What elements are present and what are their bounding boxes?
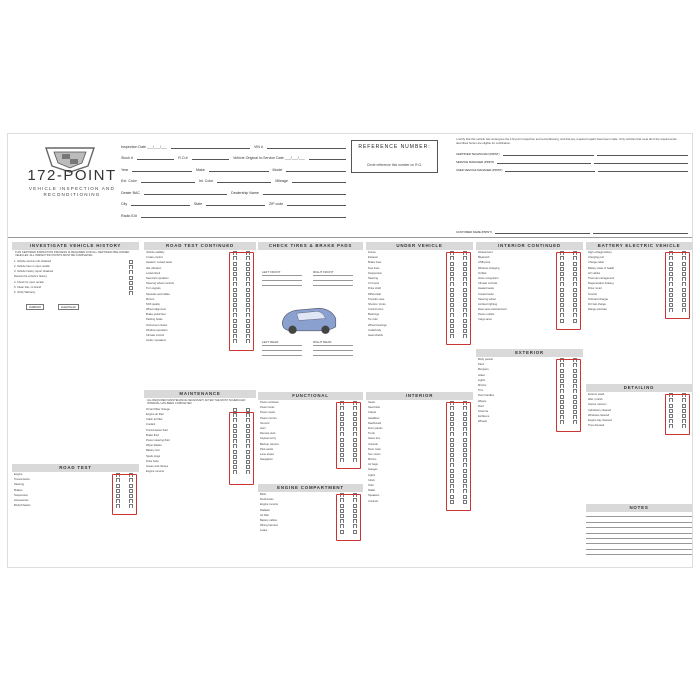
header-field-label: Make	[195, 167, 205, 172]
checklist-item-label: Exhaust	[368, 256, 378, 260]
checklist-item-label: Dashboard	[368, 421, 382, 425]
checklist-item-label: Power locks	[260, 406, 275, 410]
checklist-item-label: USB ports	[478, 261, 491, 265]
signature-input[interactable]	[593, 230, 688, 234]
checklist-item-label: Floor mats	[368, 447, 381, 451]
checklist-item-label: Steering	[368, 276, 379, 280]
section-title: INTERIOR CONTINUED	[476, 242, 583, 250]
header-field-input[interactable]	[209, 165, 269, 172]
checklist-item-label: Differential	[368, 292, 381, 296]
car-diagram-icon	[278, 302, 340, 337]
tire-measure-line[interactable]	[262, 275, 302, 276]
checklist-item-label: Heated / cooled seats	[146, 261, 172, 265]
checklist-item-label: Suspension	[14, 493, 29, 497]
pass-fail-column-frame	[336, 402, 361, 469]
checklist-item-label: Seat belt operation	[146, 276, 169, 280]
header-field-input[interactable]	[263, 188, 346, 195]
checklist-item-label: Bushings	[368, 313, 380, 317]
checklist-item-label: Oil and filter change	[146, 407, 170, 411]
section-title: CHECK TIRES & BRAKE PADS	[258, 242, 363, 250]
section-title: NOTES	[586, 504, 692, 512]
signature-row	[456, 160, 688, 164]
checklist-item-label: Glass	[478, 373, 485, 377]
signature-label: SERVICE MANAGER (PRINT)	[456, 160, 495, 164]
pass-fail-column-frame	[556, 359, 581, 432]
tire-position-label: RIGHT FRONT	[313, 270, 334, 274]
section-exterior	[476, 349, 583, 568]
tire-measure-line[interactable]	[262, 345, 302, 346]
section-interior	[366, 392, 473, 568]
checklist-item-label: Heat shields	[368, 334, 383, 337]
checklist-item-label: Battery cables	[260, 518, 278, 522]
header-field-label: Model	[272, 167, 283, 172]
checklist-item-label: Roof	[478, 404, 484, 408]
signature-row	[456, 168, 688, 172]
section-intro: ALL REQUIRED MAINTENANCE NECESSARY AFTER THE MOST SCHEDULED INTERVAL HAS BEEN COMPLETED	[147, 399, 246, 406]
header-field-label: City	[121, 202, 128, 206]
pass-fail-column-frame	[556, 252, 581, 330]
checklist-item-label: Shift quality	[146, 302, 160, 306]
checklist-item-label: Parking brake	[146, 318, 163, 322]
checklist-item-label: Lights	[478, 378, 486, 382]
checklist-item-label: Power seats	[260, 411, 275, 415]
signature-name-input[interactable]	[495, 230, 590, 234]
header-field-row	[121, 172, 346, 184]
section-maintenance	[144, 390, 256, 568]
checklist-item-label: Drive motor	[588, 287, 602, 291]
header-field-label: Int. Color	[198, 179, 214, 183]
checklist-item-label: Engine bay cleaned	[588, 418, 612, 422]
checklist-item-label: Tires dressed	[588, 424, 605, 428]
checklist-item-label: Wax / polish	[588, 398, 603, 402]
checklist-item-label: Odor	[368, 484, 374, 487]
checklist-item-label: Bluetooth	[478, 256, 490, 260]
history-report-logo: AutoCheck	[58, 304, 79, 310]
section-road-test-top	[12, 464, 139, 566]
checklist-item-label: Wireless charging	[478, 266, 500, 270]
section-title: UNDER VEHICLE	[366, 242, 473, 250]
checklist-item-label: Transmission	[14, 478, 30, 482]
header-field-row	[121, 195, 346, 207]
checklist-item-label: Leaks	[260, 529, 268, 533]
checklist-item-label: Engine mounts	[146, 470, 164, 474]
section-intro: THIS CERTIFIED INSPECTION PROCESS IS REQUIRED FOR ALL CERTIFIED PRE-OWNED VEHICLES. ALL INSPECTION POINTS MUST BE COMPLETED.	[15, 251, 130, 258]
checklist-item-label: Sunroof	[260, 421, 270, 425]
section-title: ENGINE COMPARTMENT	[258, 484, 363, 492]
section-notes	[586, 504, 692, 568]
checklist-item-label: Lane assist	[260, 452, 274, 456]
section-title: EXTERIOR	[476, 349, 583, 357]
checklist-item-label: Infotainment	[478, 251, 493, 254]
checklist-item-label: Speakers	[368, 494, 380, 498]
checklist-item-label: Charge cable	[588, 261, 604, 265]
checklist-item-label: Brakes	[14, 488, 23, 492]
checklist-item-label: Control arms	[368, 308, 384, 312]
section-tires	[258, 242, 363, 390]
header-field-input[interactable]	[132, 165, 192, 172]
checkbox[interactable]	[129, 291, 133, 295]
checklist-item-label: HV cables	[588, 271, 601, 275]
checklist-item-label: Cargo area	[478, 318, 492, 322]
tire-measure-line[interactable]	[313, 355, 353, 356]
header-field-row	[121, 183, 346, 195]
checklist-item-label: Fluid levels	[260, 498, 274, 502]
pass-fail-column-frame	[229, 252, 254, 351]
reference-number-title: REFERENCE NUMBER:	[358, 144, 431, 150]
checklist-item-label: Keyless entry	[260, 437, 277, 441]
checklist-item-label: Audio / speakers	[146, 339, 167, 343]
checklist-item-label: Ambient lighting	[478, 302, 498, 306]
checklist-item-label: Door panels	[368, 426, 383, 430]
section-title: BATTERY ELECTRIC VEHICLE	[586, 242, 692, 250]
pass-fail-column-frame	[446, 402, 471, 511]
checklist-item-label: Window operation	[146, 328, 168, 332]
section-title: DETAILING	[586, 384, 692, 392]
signature-input[interactable]	[598, 168, 688, 172]
checklist-item-label: Brake fluid	[146, 433, 159, 437]
reference-number-box[interactable]	[351, 140, 438, 173]
checklist-item-label: Steering	[14, 483, 25, 487]
checklist-item-label: Seats	[368, 401, 375, 404]
checklist-item-label: Gauges	[368, 468, 378, 472]
header-field-label: Ext. Color	[121, 179, 137, 183]
checklist-item-label: Frame	[368, 251, 376, 254]
header-field-label: VIN #	[253, 144, 263, 149]
checklist-item-label: Hoses and clamps	[146, 464, 169, 468]
checklist-item-label: Vehicle stability	[146, 251, 165, 254]
pass-fail-column-frame	[336, 494, 361, 541]
checklist-item-label: Interior vacuum	[588, 403, 607, 407]
header-field-label: Dealer BAC	[121, 190, 140, 195]
header-field-label: Mileage	[275, 179, 288, 183]
checklist-item-label: Inverter	[588, 292, 598, 296]
checklist-item-label: Rear seat entertainment	[478, 308, 507, 312]
header-field-input[interactable]	[192, 153, 229, 160]
checklist-item-label: Door handles	[478, 394, 494, 398]
checklist-item-label: Brake pedal feel	[146, 313, 166, 317]
checklist-item-label: 5. Clean title, no brand	[14, 285, 42, 289]
section-engine	[258, 484, 363, 568]
checklist-item-label: Glove box	[368, 437, 381, 441]
header-divider	[8, 237, 692, 238]
header-field-input[interactable]	[287, 199, 346, 206]
checklist-item-label: Wheel bearings	[368, 323, 387, 327]
checklist-item-label: Wiring harness	[260, 524, 278, 528]
notes-line[interactable]	[586, 550, 692, 555]
checklist-item-label: Lock/unlock	[146, 271, 161, 275]
checklist-item-label: Mirrors	[368, 458, 377, 462]
checklist-item-label: Power outlets	[478, 313, 495, 317]
header-field-input[interactable]	[144, 188, 227, 195]
tire-measure-line[interactable]	[313, 345, 353, 346]
checklist-item-label: Belts	[260, 493, 266, 496]
page-subtitle: VEHICLE INSPECTION AND RECONDITIONING	[28, 186, 116, 197]
section-battery	[586, 242, 692, 392]
certification-text: I certify that this vehicle has undergone the 172-point inspection and reconditioning, and that any required repairs have been made. Only vehicles that meet all of the requirements described herein are eligible for certification.	[456, 137, 677, 145]
header-field-label: R.O.#	[178, 156, 188, 160]
pass-fail-column-frame	[665, 394, 690, 435]
checklist	[12, 259, 139, 295]
checklist-item-label: Clock	[368, 478, 375, 482]
checklist-item-label: Lights	[368, 473, 376, 477]
checklist-item-label: Trunk	[368, 432, 375, 436]
checklist-item-label: Drive shaft	[368, 287, 381, 291]
section-title: ROAD TEST CONTINUED	[144, 242, 256, 250]
header-field-input[interactable]	[286, 165, 346, 172]
section-title: MAINTENANCE	[144, 390, 256, 398]
header-field-input[interactable]	[217, 176, 271, 183]
header-field-input[interactable]	[206, 199, 265, 206]
section-interior-cont	[476, 242, 583, 366]
checklist-item-label: Wiper blades	[146, 444, 162, 448]
signature-label: CERTIFIED TECHNICIAN (PRINT)	[456, 152, 500, 156]
checklist-item-label: Remote start	[260, 432, 276, 436]
header-field-input[interactable]	[137, 153, 174, 160]
header-field-label: ZIP code	[268, 202, 284, 206]
header-field-input[interactable]	[141, 211, 346, 218]
checklist-item-label: Wipers	[478, 399, 487, 403]
checklist-item-label: DC fast charge	[588, 302, 606, 306]
checklist-item-label: Steering wheel	[478, 297, 496, 301]
vehicle-info-fields	[121, 137, 346, 218]
checklist-item-label: Suspension	[368, 271, 383, 275]
checklist-item-label: OnStar	[478, 271, 487, 275]
tire-measure-line[interactable]	[313, 275, 353, 276]
checklist-item-label: 4. Check for open recalls	[14, 280, 44, 284]
section-history	[12, 242, 139, 460]
checklist-item-label: Radio	[368, 489, 376, 493]
header-field-input[interactable]	[267, 142, 346, 149]
checklist-item-label: Mirrors	[146, 297, 155, 301]
checklist-item-label: Squeaks and rattles	[146, 292, 170, 296]
tire-position-label: LEFT REAR	[262, 340, 279, 344]
checklist-item-label: Park assist	[260, 447, 274, 451]
section-detailing	[586, 384, 692, 506]
checklist-item-label: Controls	[368, 499, 379, 503]
section-under	[366, 242, 473, 388]
header-field-label: Stock #	[121, 156, 133, 160]
checklist-item-label: Emblems	[478, 415, 490, 419]
checklist-item-label: Accessories	[14, 498, 29, 502]
checklist-item-label: Power steering fluid	[146, 438, 170, 442]
tire-measure-line[interactable]	[262, 350, 302, 351]
tire-measure-line[interactable]	[262, 285, 302, 286]
header-field-row	[121, 160, 346, 172]
checklist-item-label: Thermal management	[588, 276, 615, 280]
checklist-item-label: Transmission fluid	[146, 428, 168, 432]
checklist-item-label: Underbody	[368, 328, 382, 332]
header-field-input[interactable]	[131, 199, 190, 206]
checklist-item-label: Cabin air filter	[146, 418, 163, 422]
checklist-item-label: Range estimate	[588, 308, 607, 312]
header-field-input[interactable]	[309, 153, 346, 160]
checklist-item-label: Carpet	[368, 411, 377, 415]
section-title: INVESTIGATE VEHICLE HISTORY	[12, 242, 139, 250]
pass-fail-column-frame	[665, 252, 690, 319]
history-report-logo: CARFAX	[26, 304, 44, 310]
checklist-item-label: Windows cleaned	[588, 413, 610, 417]
checklist-item-label: Cruise control	[146, 256, 163, 260]
checklist-item-label: Power mirrors	[260, 416, 277, 420]
checklist-item-label: Wheel alignment	[146, 308, 167, 312]
checklist-item-label: Battery state of health	[588, 266, 615, 270]
checklist-item-label: Horn	[260, 426, 266, 430]
checklist-item-label: Battery test	[146, 449, 160, 453]
checklist-item-label: Cooled seats	[478, 292, 494, 296]
checklist-item-label: 1. Vehicle service info obtained	[14, 259, 52, 263]
checklist-item-label: Climate control	[146, 334, 164, 337]
header-field-label: Dealership Name	[231, 190, 259, 195]
signature-label: CUSTOMER NAME (PRINT)	[456, 230, 492, 234]
checklist-item	[12, 290, 139, 295]
header-field-input[interactable]	[292, 176, 346, 183]
checklist-item-label: Air bags	[368, 463, 378, 467]
section-title: INTERIOR	[366, 392, 473, 400]
signature-label: USED VEHICLE MANAGER (PRINT)	[456, 168, 503, 172]
checklist-item-label: Headliner	[368, 416, 380, 420]
checklist-item-label: CV boots	[368, 282, 380, 286]
checklist-item-label: Engine air filter	[146, 413, 164, 416]
checklist-item-label: Wheels	[478, 420, 487, 424]
header-field-row	[121, 206, 346, 218]
checklist-item-label: Drive belts	[146, 459, 159, 463]
signature-name-input[interactable]	[503, 152, 594, 156]
signature-row	[456, 230, 688, 234]
checklist-item-label: Trim	[478, 389, 484, 393]
inspection-form	[7, 133, 693, 568]
tire-position-label: LEFT FRONT	[262, 270, 281, 274]
checklist-item-label: Navigation	[260, 458, 273, 462]
checklist-item-label: High voltage battery	[588, 251, 612, 254]
section-title: ROAD TEST	[12, 464, 139, 472]
page-title: 172-POINT	[27, 167, 117, 184]
checklist-item-label: Transfer case	[368, 297, 385, 301]
checklist-item-label: Engine mounts	[260, 503, 278, 507]
pass-fail-column-frame	[446, 252, 471, 345]
checklist-item-label: Radiator	[260, 508, 271, 512]
checklist-item-label: Coolant	[146, 423, 156, 427]
checklist-item-label: Mirrors	[478, 383, 487, 387]
signature-input[interactable]	[594, 160, 688, 164]
checklist-item-label: Fuel lines	[368, 266, 380, 270]
checklist-item-label: Air filter	[260, 513, 270, 517]
tire-measure-line[interactable]	[313, 280, 353, 281]
checklist-item-label: Bumpers	[478, 368, 489, 372]
checklist-item-label: Regenerative braking	[588, 282, 614, 286]
checklist-item-label: Exterior wash	[588, 393, 605, 396]
checklist-item-label: Console	[368, 442, 378, 446]
checklist-item-label: Engine	[14, 473, 23, 476]
checklist-item-label: Backup camera	[260, 442, 279, 446]
checklist-item-label: 6. Verify Warranty	[14, 290, 36, 294]
header-field-label: State	[193, 202, 203, 206]
tire-measure-line[interactable]	[313, 285, 353, 286]
tire-position-label: RIGHT REAR	[313, 340, 332, 344]
section-title: FUNCTIONAL	[258, 392, 363, 400]
checklist-item-label: Paint	[478, 363, 485, 367]
tire-measure-line[interactable]	[313, 350, 353, 351]
tire-measure-line[interactable]	[262, 355, 302, 356]
checklist-item-label: Body panels	[478, 358, 493, 361]
header-field-label: Year	[121, 167, 129, 172]
checklist-item-label: Upholstery cleaned	[588, 408, 612, 412]
checklist-item-label: Spark plugs	[146, 454, 161, 458]
checklist-item-label: Charging port	[588, 256, 605, 260]
header-field-label: Inspection Date ___/___/___	[121, 144, 167, 149]
header-field-input[interactable]	[171, 142, 250, 149]
checklist-item-label: Heated seats	[478, 287, 494, 291]
checklist-item-label: Review the vehicle's history	[14, 275, 47, 279]
checklist-item-label: Climate controls	[478, 282, 498, 286]
checklist-item-label: Antenna	[478, 409, 489, 413]
checklist-item-label: Idle vibration	[146, 266, 162, 270]
header-field-label: Vehicle Original In-Service Date ___/___/___	[232, 156, 305, 160]
pass-fail-column-frame	[229, 412, 254, 485]
signature-input[interactable]	[597, 152, 688, 156]
header-field-row	[121, 137, 346, 149]
checklist-item-label: 2. Vehicle has no open recalls	[14, 265, 50, 268]
checklist-item-label: Tie rods	[368, 318, 378, 322]
checklist-item-label: Seat belts	[368, 406, 380, 410]
checklist-item-label: Shocks / struts	[368, 302, 386, 306]
header-field-row	[121, 149, 346, 161]
reference-number-note: Circle reference this number on R.O.	[366, 163, 423, 167]
checklist-item-label: Instrument cluster	[146, 323, 168, 327]
checklist-item-label: 3. Vehicle history report obtained	[14, 270, 54, 274]
checklist-item-label: Power windows	[260, 401, 279, 404]
tire-measure-line[interactable]	[262, 280, 302, 281]
signature-row	[456, 152, 688, 156]
checklist-item-label: Body/Chassis	[14, 504, 31, 508]
checklist-item-label: Sun visors	[368, 452, 381, 456]
checklist-item-label: Onboard charger	[588, 297, 609, 301]
pass-fail-column-frame	[112, 474, 137, 515]
checklist-item-label: Steering wheel controls	[146, 282, 174, 286]
header-field-label: Radio ID#	[121, 213, 137, 218]
checklist-item-label: Voice recognition	[478, 276, 499, 280]
checklist-item-label: Turn signals	[146, 287, 161, 291]
signature-name-input[interactable]	[497, 160, 591, 164]
checklist-item-label: Brake lines	[368, 261, 382, 265]
header-field-input[interactable]	[141, 176, 195, 183]
section-functional	[258, 392, 363, 482]
signature-name-input[interactable]	[505, 168, 595, 172]
